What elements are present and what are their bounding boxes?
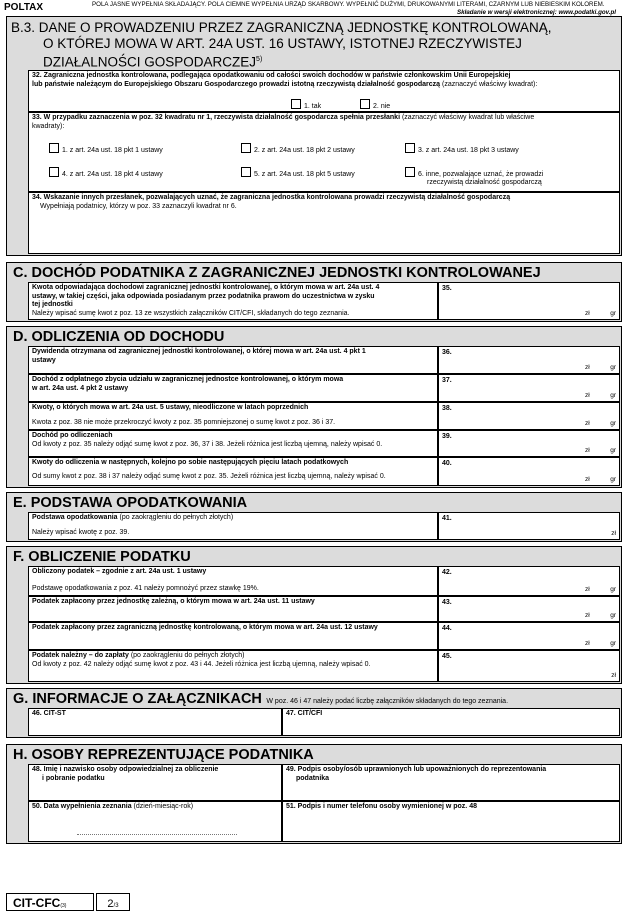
- field-44-label: Podatek zapłacony przez zagraniczną jednostkę kontrolowaną, o którym mowa w art. 24a ust. 12 ustawy: [28, 622, 438, 650]
- field-32: 32. Zagraniczna jednostka kontrolowana, podlegająca opodatkowaniu od całości swoich dochodów w państwie członkowskim Unii Europejskiej lub państwie należącym do Europejskiego Obszaru Gospodarczego prowadzi istotną rzeczywistą działalność gospodarczą (zaznaczyć właściwy kwadrat): 1. tak 2. nie: [28, 70, 620, 112]
- field-41[interactable]: 41. zł: [438, 512, 620, 540]
- page-number: 2: [107, 898, 114, 910]
- form-instructions: POLA JASNE WYPEŁNIA SKŁADAJĄCY. POLA CIEMNE WYPEŁNIA URZĄD SKARBOWY. WYPEŁNIĆ DUŻYMI, DRUKOWANYMI LITERAMI, CZARNYM LUB NIEBIESKIM KOLOREM.: [92, 1, 605, 8]
- field-36[interactable]: 36. zł gr: [438, 346, 620, 374]
- field-42[interactable]: 42. zł gr: [438, 566, 620, 596]
- field-35[interactable]: 35. zł gr: [438, 282, 620, 320]
- option-label: 2. z art. 24a ust. 18 pkt 2 ustawy: [254, 147, 355, 154]
- field-39-label: Dochód po odliczeniach Od kwoty z poz. 35 należy odjąć sumę kwot z poz. 36, 37 i 38. Jeżeli różnica jest liczbą ujemną, należy wpisać 0.: [28, 430, 438, 457]
- field-40-label: Kwoty do odliczenia w następnych, kolejno po sobie następujących pięciu latach podatkowych Od sumy kwot z poz. 38 i 37 należy odjąć sumę kwot z poz. 35. Jeżeli różnica jest liczbą ujemną, należy wpisać 0.: [28, 457, 438, 486]
- date-line: [77, 834, 237, 835]
- checkbox-33-4[interactable]: [49, 167, 59, 177]
- field-46[interactable]: 46. CIT-ST: [28, 708, 282, 736]
- section-c-title: C. DOCHÓD PODATNIKA Z ZAGRANICZNEJ JEDNOSTKI KONTROLOWANEJ: [13, 265, 541, 281]
- section-g-note: W poz. 46 i 47 należy podać liczbę załączników składanych do tego zeznania.: [266, 698, 509, 705]
- section-g-header: [7, 689, 621, 708]
- field-43[interactable]: 43. zł gr: [438, 596, 620, 622]
- section-e-title: E. PODSTAWA OPODATKOWANIA: [13, 495, 248, 511]
- field-49[interactable]: 49. Podpis osoby/osób uprawnionych lub upoważnionych do reprezentowania podatnika: [282, 764, 620, 801]
- option-label: 4. z art. 24a ust. 18 pkt 4 ustawy: [62, 171, 163, 178]
- option-label: 5. z art. 24a ust. 18 pkt 5 ustawy: [254, 171, 355, 178]
- option-label: 3. z art. 24a ust. 18 pkt 3 ustawy: [418, 147, 519, 154]
- field-48[interactable]: 48. Imię i nazwisko osoby odpowiedzialnej za obliczenie i pobranie podatku: [28, 764, 282, 801]
- field-45[interactable]: 45. zł: [438, 650, 620, 682]
- checkbox-33-3[interactable]: [405, 143, 415, 153]
- form-code: CIT-CFC: [13, 896, 61, 910]
- field-43-label: Podatek zapłacony przez jednostkę zależną, o którym mowa w art. 24a ust. 11 ustawy: [28, 596, 438, 622]
- form-code-box: [6, 893, 94, 911]
- field-37-label: Dochód z odpłatnego zbycia udziału w zagranicznej jednostce kontrolowanej, o którym mowa w art. 24a ust. 4 pkt 2 ustawy: [28, 374, 438, 402]
- field-35-label: Kwota odpowiadająca dochodowi zagranicznej jednostki kontrolowanej, o którym mowa w art. 24a ust. 4 ustawy, w takiej części, jaka odpowiada posiadanym przez podatnika prawom do uczestnictwa w zysku tej jednostki Należy wpisać sumę kwot z poz. 13 ze wszystkich załączników CIT/CFI, składanych do tego zeznania.: [28, 282, 438, 320]
- option-label: 6. inne, pozwalające uznać, że prowadzi: [418, 171, 544, 178]
- form-version: (3): [60, 903, 67, 909]
- option-label: 1. tak: [304, 103, 322, 110]
- option-label: 1. z art. 24a ust. 18 pkt 1 ustawy: [62, 147, 163, 154]
- field-37[interactable]: 37. zł gr: [438, 374, 620, 402]
- section-g-title: G. INFORMACJE O ZAŁĄCZNIKACH: [13, 691, 262, 707]
- option-label: 2. nie: [373, 103, 391, 110]
- field-41-label: Podstawa opodatkowania (po zaokrągleniu do pełnych złotych) Należy wpisać kwotę z poz. 39.: [28, 512, 438, 540]
- field-44[interactable]: 44. zł gr: [438, 622, 620, 650]
- section-h-title: H. OSOBY REPREZENTUJĄCE PODATNIKA: [13, 747, 314, 763]
- field-42-label: Obliczony podatek – zgodnie z art. 24a ust. 1 ustawy Podstawę opodatkowania z poz. 41 należy pomnożyć przez stawkę 19%.: [28, 566, 438, 596]
- checkbox-33-5[interactable]: [241, 167, 251, 177]
- poltax-label: POLTAX: [4, 2, 44, 13]
- section-b3-title: B.3. DANE O PROWADZENIU PRZEZ ZAGRANICZNĄ JEDNOSTKĘ KONTROLOWANĄ, O KTÓREJ MOWA W ART. 24A UST. 16 USTAWY, ISTOTNEJ RZECZYWISTEJ DZIAŁALNOŚCI GOSPODARCZEJ$^{5)}$: [11, 20, 552, 70]
- checkbox-33-2[interactable]: [241, 143, 251, 153]
- page-number-box: [96, 893, 130, 911]
- checkbox-32-no[interactable]: [360, 99, 370, 109]
- option-label: rzeczywistą działalność gospodarczą: [427, 179, 542, 186]
- field-50[interactable]: 50. Data wypełnienia zeznania (dzień-miesiąc-rok): [28, 801, 282, 842]
- field-38[interactable]: 38. zł gr: [438, 402, 620, 430]
- field-47[interactable]: 47. CIT/CFI: [282, 708, 620, 736]
- field-51[interactable]: 51. Podpis i numer telefonu osoby wymienionej w poz. 48: [282, 801, 620, 842]
- section-f-title: F. OBLICZENIE PODATKU: [13, 549, 191, 565]
- field-34[interactable]: 34. Wskazanie innych przesłanek, pozwalających uznać, że zagraniczna jednostka kontrolowana prowadzi rzeczywistą działalność gospodarczą Wypełniają podatnicy, którzy w poz. 33 zaznaczyli kwadrat nr 6.: [28, 192, 620, 254]
- page-total: /3: [113, 903, 119, 909]
- electronic-note: Składanie w wersji elektronicznej: www.podatki.gov.pl: [457, 9, 616, 16]
- section-d-title: D. ODLICZENIA OD DOCHODU: [13, 329, 225, 345]
- checkbox-33-6[interactable]: [405, 167, 415, 177]
- field-45-label: Podatek należny – do zapłaty (po zaokrągleniu do pełnych złotych) Od kwoty z poz. 42 należy odjąć sumę kwot z poz. 43 i 44. Jeżeli różnica jest liczbą ujemną, należy wpisać 0.: [28, 650, 438, 682]
- field-38-label: Kwoty, o których mowa w art. 24a ust. 5 ustawy, nieodliczone w latach poprzednich Kwota z poz. 38 nie może przekroczyć kwoty z poz. 35 pomniejszonej o sumę kwot z poz. 36 i 37.: [28, 402, 438, 430]
- checkbox-33-1[interactable]: [49, 143, 59, 153]
- field-36-label: Dywidenda otrzymana od zagranicznej jednostki kontrolowanej, o której mowa w art. 24a ust. 4 pkt 1 ustawy: [28, 346, 438, 374]
- field-40[interactable]: 40. zł gr: [438, 457, 620, 486]
- field-33: 33. W przypadku zaznaczenia w poz. 32 kwadratu nr 1, rzeczywista działalność gospodarcza spełnia przesłanki (zaznaczyć właściwy kwadrat lub właściwe kwadraty): 1. z art. 24a ust. 18 pkt 1 ustawy 2. z art. 24a ust. 18 pkt 2 ustawy 3. z art. 24a ust. 18 pkt 3 ustawy 4. z art. 24a ust. 18 pkt 4 ustawy 5. z art. 24a ust. 18 pkt 5 ustawy 6. inne, pozwalające uznać, że prowadzi rzeczywistą działalność gospodarczą: [28, 112, 620, 192]
- field-39[interactable]: 39. zł gr: [438, 430, 620, 457]
- checkbox-32-yes[interactable]: [291, 99, 301, 109]
